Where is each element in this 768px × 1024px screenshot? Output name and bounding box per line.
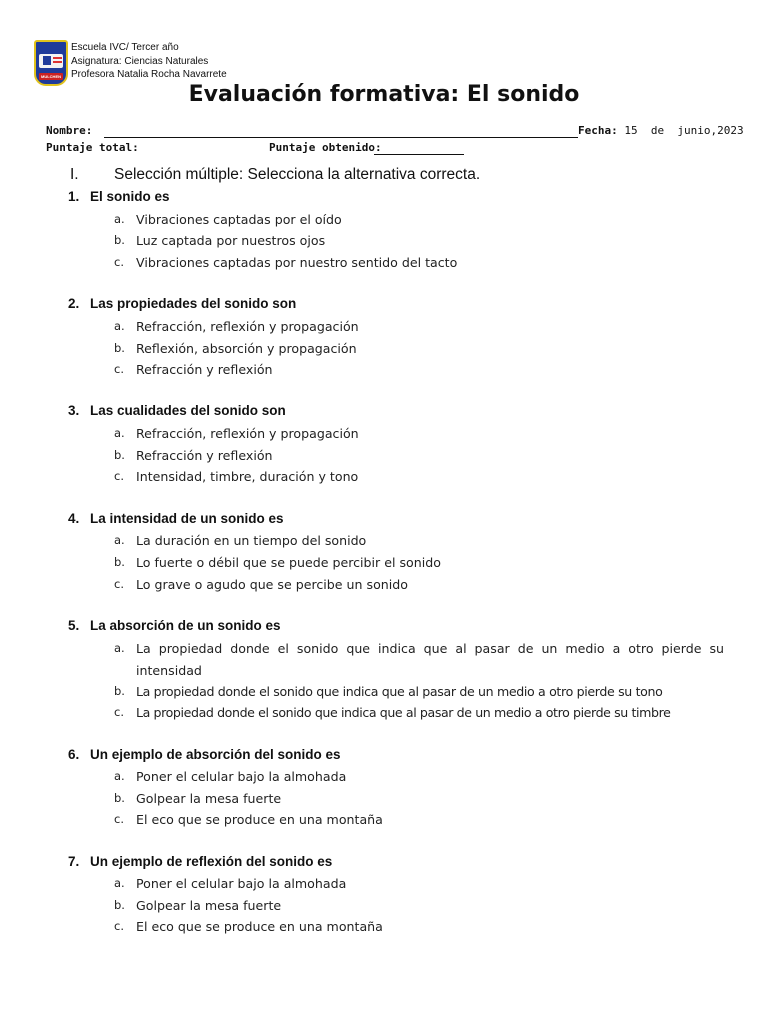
question-2 xyxy=(68,296,728,311)
option-letter: a. xyxy=(114,769,125,783)
fecha-label: Fecha: xyxy=(578,124,618,137)
option-text: Golpear la mesa fuerte xyxy=(136,791,282,806)
fecha-row xyxy=(578,124,744,137)
option-letter: b. xyxy=(114,341,125,355)
option-letter: a. xyxy=(114,212,125,226)
question-text: Las cualidades del sonido son xyxy=(90,403,286,418)
option-text: Vibraciones captadas por nuestro sentido del tacto xyxy=(136,255,458,270)
option-text: La propiedad donde el sonido que indica que al pasar de un medio a otro pierde su timbre xyxy=(136,705,671,720)
option-letter: b. xyxy=(114,791,125,805)
option-3a[interactable] xyxy=(114,423,724,445)
crest-ribbon-text: MULCHEN xyxy=(41,74,61,79)
question-4 xyxy=(68,511,728,526)
question-7 xyxy=(68,854,728,869)
option-6b[interactable] xyxy=(114,788,724,810)
nombre-row xyxy=(46,124,92,137)
question-text: La intensidad de un sonido es xyxy=(90,511,284,526)
option-1a[interactable] xyxy=(114,209,724,231)
option-text: Intensidad, timbre, duración y tono xyxy=(136,469,359,484)
option-text: Reflexión, absorción y propagación xyxy=(136,341,357,356)
page-title: Evaluación formativa: El sonido xyxy=(188,82,580,107)
question-6 xyxy=(68,747,728,762)
option-text: Refracción y reflexión xyxy=(136,362,273,377)
option-5c[interactable] xyxy=(114,702,724,724)
option-1c[interactable] xyxy=(114,252,724,274)
school-crest-logo xyxy=(34,40,68,86)
puntaje-obtenido-row xyxy=(269,141,382,154)
option-7c[interactable] xyxy=(114,916,724,938)
puntaje-total-row xyxy=(46,141,139,154)
option-5a[interactable] xyxy=(114,638,724,681)
option-text: Lo grave o agudo que se percibe un sonido xyxy=(136,577,408,592)
option-letter: a. xyxy=(114,641,125,655)
option-6a[interactable] xyxy=(114,766,724,788)
option-letter: b. xyxy=(114,448,125,462)
question-number: 2. xyxy=(68,296,80,311)
question-number: 7. xyxy=(68,854,80,869)
option-text: El eco que se produce en una montaña xyxy=(136,919,383,934)
option-text: Luz captada por nuestros ojos xyxy=(136,233,326,248)
option-4c[interactable] xyxy=(114,574,724,596)
puntaje-obtenido-label: Puntaje obtenido: xyxy=(269,141,382,154)
section-title: Selección múltiple: Selecciona la alternativa correcta. xyxy=(114,166,481,183)
option-text: La duración en un tiempo del sonido xyxy=(136,533,367,548)
option-5b[interactable] xyxy=(114,681,724,703)
option-text: El eco que se produce en una montaña xyxy=(136,812,383,827)
option-text: Poner el celular bajo la almohada xyxy=(136,769,347,784)
option-text: Refracción, reflexión y propagación xyxy=(136,426,359,441)
question-number: 4. xyxy=(68,511,80,526)
question-number: 1. xyxy=(68,189,80,204)
question-text: Un ejemplo de absorción del sonido es xyxy=(90,747,341,762)
question-text: El sonido es xyxy=(90,189,170,204)
option-4b[interactable] xyxy=(114,552,724,574)
option-letter: c. xyxy=(114,705,124,719)
option-letter: a. xyxy=(114,533,125,547)
option-2b[interactable] xyxy=(114,338,724,360)
option-letter: c. xyxy=(114,469,124,483)
option-7a[interactable] xyxy=(114,873,724,895)
fecha-value: 15 de junio,2023 xyxy=(624,124,744,137)
option-text: La propiedad donde el sonido que indica que al pasar de un medio a otro pierde su intensidad xyxy=(136,641,724,678)
subject-name: Asignatura: Ciencias Naturales xyxy=(71,55,209,67)
option-letter: b. xyxy=(114,898,125,912)
question-number: 3. xyxy=(68,403,80,418)
option-letter: a. xyxy=(114,876,125,890)
option-letter: c. xyxy=(114,577,124,591)
school-info xyxy=(71,41,227,82)
teacher-name: Profesora Natalia Rocha Navarrete xyxy=(71,69,227,80)
puntaje-obtenido-field[interactable] xyxy=(374,143,464,155)
option-text: Poner el celular bajo la almohada xyxy=(136,876,347,891)
question-3 xyxy=(68,403,728,418)
puntaje-total-label: Puntaje total: xyxy=(46,141,139,154)
option-letter: a. xyxy=(114,319,125,333)
question-text: Las propiedades del sonido son xyxy=(90,296,297,311)
option-text: Golpear la mesa fuerte xyxy=(136,898,282,913)
nombre-field[interactable] xyxy=(104,126,578,138)
option-letter: c. xyxy=(114,812,124,826)
section-heading xyxy=(70,166,480,184)
option-3b[interactable] xyxy=(114,445,724,467)
option-text: Refracción y reflexión xyxy=(136,448,273,463)
option-text: Vibraciones captadas por el oído xyxy=(136,212,342,227)
option-letter: b. xyxy=(114,684,125,698)
option-text: La propiedad donde el sonido que indica que al pasar de un medio a otro pierde su tono xyxy=(136,684,663,699)
school-name: Escuela IVC/ Tercer año xyxy=(71,42,179,53)
option-letter: b. xyxy=(114,555,125,569)
option-letter: a. xyxy=(114,426,125,440)
crest-stripe xyxy=(53,57,62,59)
option-text: Lo fuerte o débil que se puede percibir el sonido xyxy=(136,555,441,570)
option-2c[interactable] xyxy=(114,359,724,381)
option-text: Refracción, reflexión y propagación xyxy=(136,319,359,334)
question-1 xyxy=(68,189,728,204)
question-number: 5. xyxy=(68,618,80,633)
option-4a[interactable] xyxy=(114,530,724,552)
question-text: La absorción de un sonido es xyxy=(90,618,281,633)
crest-stripe xyxy=(53,61,62,63)
nombre-label: Nombre: xyxy=(46,124,93,137)
option-letter: c. xyxy=(114,362,124,376)
option-7b[interactable] xyxy=(114,895,724,917)
option-3c[interactable] xyxy=(114,466,724,488)
question-number: 6. xyxy=(68,747,80,762)
option-letter: b. xyxy=(114,233,125,247)
question-text: Un ejemplo de reflexión del sonido es xyxy=(90,854,333,869)
option-6c[interactable] xyxy=(114,809,724,831)
crest-flag xyxy=(43,56,51,65)
option-letter: c. xyxy=(114,919,124,933)
option-2a[interactable] xyxy=(114,316,724,338)
question-5 xyxy=(68,618,728,633)
section-number: I. xyxy=(70,166,79,183)
option-letter: c. xyxy=(114,255,124,269)
option-1b[interactable] xyxy=(114,230,724,252)
